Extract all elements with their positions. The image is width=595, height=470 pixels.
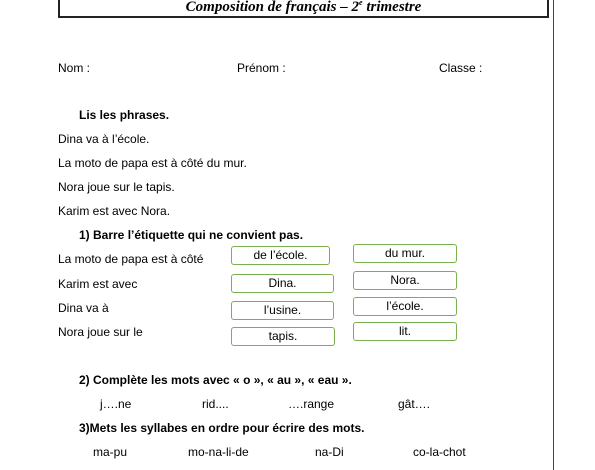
exercise1-prompt-3: Dina va à — [58, 301, 109, 315]
title-superscript: e — [359, 0, 363, 7]
label-option[interactable]: Nora. — [353, 271, 457, 290]
title-main: Composition de français – 2 — [185, 0, 360, 15]
exercise3-heading: 3)Mets les syllabes en ordre pour écrire des mots. — [79, 421, 365, 435]
exercise3-word-2: mo-na-li-de — [188, 445, 249, 459]
exercise3-word-4: co-la-chot — [413, 445, 466, 459]
exercise3-word-3: na-Di — [315, 445, 344, 459]
exercise1-prompt-1: La moto de papa est à côté — [58, 252, 204, 266]
exercise2-word-1: j….ne — [100, 397, 132, 411]
sentence-2: La moto de papa est à côté du mur. — [58, 156, 247, 170]
label-option[interactable]: du mur. — [353, 244, 457, 263]
prenom-label: Prénom : — [237, 61, 286, 75]
exercise2-word-4: gât…. — [398, 397, 431, 411]
label-option[interactable]: lit. — [353, 322, 457, 341]
label-option[interactable]: de l’école. — [231, 246, 330, 265]
sentence-1: Dina va à l’école. — [58, 132, 150, 146]
sentence-4: Karim est avec Nora. — [58, 204, 171, 218]
label-option[interactable]: tapis. — [231, 327, 335, 346]
exercise1-prompt-2: Karim est avec — [58, 277, 138, 291]
reading-heading: Lis les phrases. — [79, 108, 170, 122]
nom-label: Nom : — [58, 61, 91, 75]
label-option[interactable]: Dina. — [231, 274, 334, 293]
page-title — [60, 0, 547, 16]
label-option[interactable]: l’usine. — [231, 301, 334, 320]
sentence-3: Nora joue sur le tapis. — [58, 180, 175, 194]
exercise2-word-2: rid.... — [202, 397, 229, 411]
exercise3-word-1: ma-pu — [93, 445, 128, 459]
classe-label: Classe : — [439, 61, 483, 75]
label-option[interactable]: l’école. — [353, 297, 457, 316]
title-box — [58, 0, 549, 18]
title-end: trimestre — [366, 0, 422, 15]
page-border-right — [553, 0, 554, 470]
exercise1-prompt-4: Nora joue sur le — [58, 325, 143, 339]
exercise2-heading: 2) Complète les mots avec « o », « au », « eau ». — [79, 373, 352, 387]
exercise1-heading: 1) Barre l’étiquette qui ne convient pas. — [79, 228, 304, 242]
exercise2-word-3: ….range — [288, 397, 335, 411]
